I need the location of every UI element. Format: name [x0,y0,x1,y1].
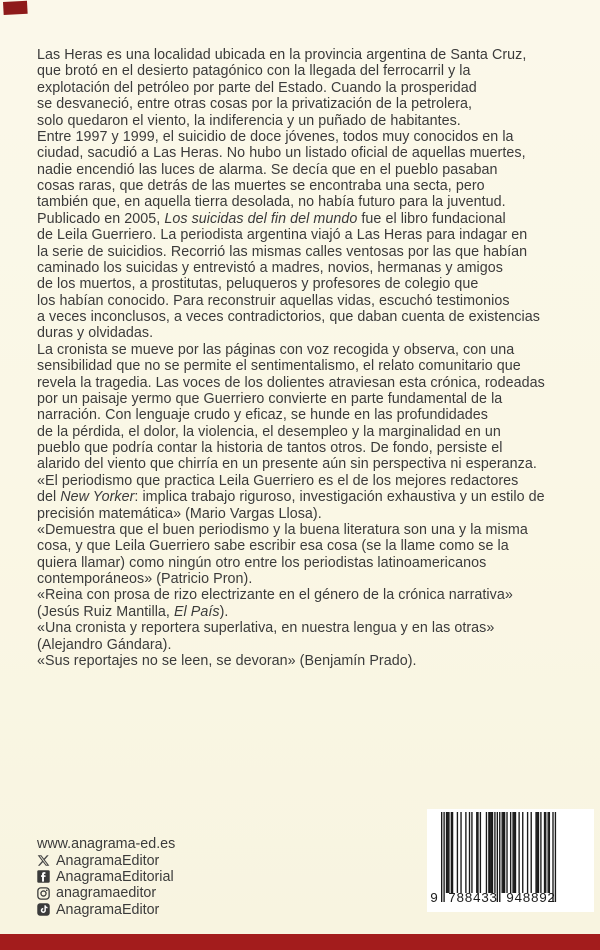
text-line: sensibilidad que no se permite el sentimentalismo, el relato comunitario que [37,358,521,375]
text-line: «Reina con prosa de rizo electrizante en el género de la crónica narrativa» [37,587,513,604]
barcode-digits-group2: 948892 [506,892,556,907]
text-line: se desvaneció, entre otras cosas por la privatización de la petrolera, [37,96,473,113]
social-row-facebook [37,869,175,885]
website-row [37,836,175,852]
text-line: Entre 1997 y 1999, el suicidio de doce jóvenes, todos muy conocidos en la [37,128,514,145]
text-line: caminado los suicidas y entrevistó a madres, novios, hermanas y amigos [37,259,503,276]
text-line: la serie de suicidios. Recorrió las mismas calles ventosas por las que habían [37,243,528,260]
instagram-icon [37,887,50,900]
social-handle: AnagramaEditorial [56,868,174,885]
text-line: nadie encendió las luces de alarma. Se decía que en el pueblo pasaban [37,161,498,178]
text-line: solo quedaron el viento, la indiferencia y un puñado de habitantes. [37,112,461,129]
text-line: «Sus reportajes no se leen, se devoran» (Benjamín Prado). [37,652,417,669]
barcode [427,809,594,912]
text-line: (Jesús Ruiz Mantilla, El País). [37,603,229,620]
text-line: duras y olvidadas. [37,325,154,342]
text-line: también que, en aquella tierra desolada, no había futuro para la juventud. [37,194,506,211]
footer-links [37,836,175,918]
x-icon [37,854,50,867]
text-line: Las Heras es una localidad ubicada en la provincia argentina de Santa Cruz, [37,47,527,63]
text-line: explotación del petróleo por parte del Estado. Cuando la prosperidad [37,79,477,96]
text-line: a veces inconclusos, a veces contradictorios, que daban cuenta de existencias [37,309,540,325]
text-line: alarido del viento que chirría en un presente aún sin perspectiva ni esperanza. [37,456,537,473]
text-line: (Alejandro Gándara). [37,636,172,653]
social-handle: anagramaeditor [56,885,157,902]
text-line: revela la tragedia. Las voces de los dolientes atraviesan esta crónica, rodeadas [37,374,545,391]
social-row-instagram [37,885,175,901]
text-line: «El periodismo que practica Leila Guerriero es el de los mejores redactores [37,472,519,489]
barcode-digit-left: 9 [430,892,439,907]
text-line: de la pérdida, el dolor, la violencia, el desempleo y la marginalidad en un [37,423,501,440]
text-line: cosa, y que Leila Guerriero sabe escribir esa cosa (se la llame como se la [37,538,509,555]
tiktok-icon [37,903,50,916]
social-row-x [37,852,175,868]
text-line: de los muertos, a prostitutas, peluqueros y profesores de colegio que [37,276,479,293]
text-line: los habían conocido. Para reconstruir aquellas vidas, escuchó testimonios [37,292,510,309]
text-line: que brotó en el desierto patagónico con la llegada del ferrocarril y la [37,63,471,80]
barcode-digits-group1: 788433 [448,892,498,907]
text-line: por un paisaje yermo que Guerriero convierte en parte fundamental de la [37,390,503,407]
text-line: precisión matemática» (Mario Vargas Llosa). [37,505,322,522]
facebook-icon [37,870,50,883]
social-handle: AnagramaEditor [56,901,160,918]
red-corner-mark [3,1,28,15]
social-row-tiktok [37,902,175,918]
red-bottom-bar [0,934,600,950]
social-handle: AnagramaEditor [56,852,160,869]
text-line: narración. Con lenguaje crudo y eficaz, se hunde en las profundidades [37,407,488,424]
text-line: «Una cronista y reportera superlativa, en nuestra lengua y en las otras» [37,620,495,637]
text-line: cosas raras, que detrás de las muertes se encontraba una secta, pero [37,178,485,194]
text-line: «Demuestra que el buen periodismo y la buena literatura son una y la misma [37,521,528,538]
text-line: quiera llamar) como ningún otro entre los periodistas latinoamericanos [37,554,487,571]
text-line: de Leila Guerriero. La periodista argentina viajó a Las Heras para indagar en [37,227,528,244]
text-line: La cronista se mueve por las páginas con voz recogida y observa, con una [37,341,515,358]
text-line: contemporáneos» (Patricio Pron). [37,571,253,587]
website-url: www.anagrama-ed.es [37,836,176,853]
text-line: del New Yorker: implica trabajo riguroso, investigación exhaustiva y un estilo de [37,489,545,506]
text-line: pueblo que podría contar la historia de tantos otros. De fondo, persiste el [37,440,503,456]
text-line: Publicado en 2005, Los suicidas del fin del mundo fue el libro fundacional [37,210,506,227]
text-line: ciudad, sacudió a Las Heras. No hubo un listado oficial de aquellas muertes, [37,145,526,162]
synopsis-text [37,47,597,669]
